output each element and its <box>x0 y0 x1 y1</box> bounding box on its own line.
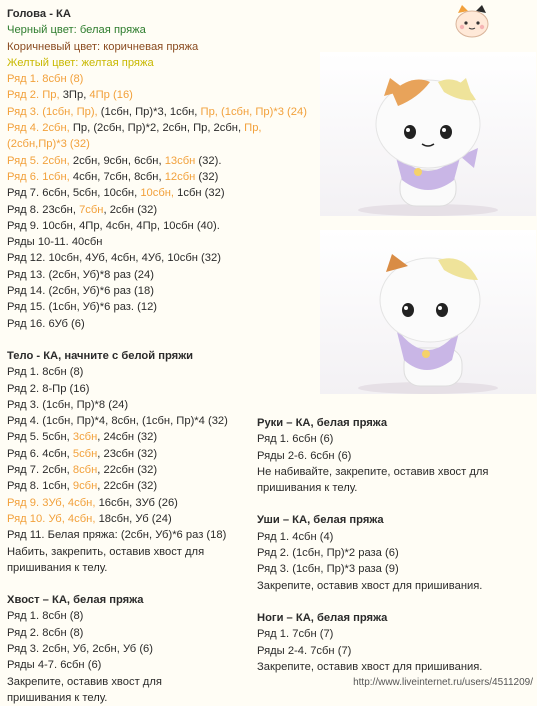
row-segment: Ряд 2. 8-Пр (16) <box>7 382 90 395</box>
pattern-row <box>7 267 337 283</box>
pattern-row: Ряды 4-7. 6сбн (6) <box>7 659 102 672</box>
row-segment: 4сбн, 7сбн, 8сбн, <box>72 170 165 183</box>
row-segment: Ряд 5. 5сбн, <box>7 431 73 444</box>
pattern-row <box>7 153 337 169</box>
row-segment: 18сбн, Уб (24) <box>98 512 172 525</box>
ears-rows <box>257 529 532 594</box>
pattern-row <box>7 381 337 397</box>
row-segment: Пр, <box>244 122 262 135</box>
row-segment: Ряд 8. 1сбн, <box>7 480 73 493</box>
row-segment: Ряд 13. (2сбн, Уб)*8 раз (24) <box>7 268 154 281</box>
head-title: Голова - КА <box>7 8 71 20</box>
pattern-row <box>7 104 337 120</box>
row-segment: Ряд 2. Пр, <box>7 89 63 102</box>
row-segment: 10сбн, <box>140 187 175 200</box>
row-segment: 12сбн <box>164 170 196 183</box>
row-segment: Пр, (1сбн, Пр)*3 (24) <box>200 105 307 118</box>
row-segment: Ряд 12. 10сбн, 4Уб, 4сбн, 4Уб, 10сбн (32) <box>7 252 221 265</box>
pattern-row: Ряды 2-4. 7сбн (7) <box>257 644 352 657</box>
pattern-row: Ряд 1. 8сбн (8) <box>7 610 84 623</box>
cat-face-logo-icon <box>453 3 491 39</box>
row-segment: Ряд 6. 1сбн, <box>7 170 73 183</box>
body-title: Тело - КА, начните с белой пряжи <box>7 349 194 362</box>
row-segment: Ряд 9. 10сбн, 4Пр, 4сбн, 4Пр, 10сбн (40). <box>7 219 220 232</box>
amigurumi-cat-photo-front <box>320 52 536 216</box>
row-segment: Ряд 6. 4сбн, <box>7 447 73 460</box>
amigurumi-cat-photo-side <box>320 230 536 394</box>
pattern-row: Ряд 3. 2сбн, Уб, 2сбн, Уб (6) <box>7 642 153 655</box>
row-segment: 8сбн <box>72 464 98 477</box>
row-segment: (32) <box>195 170 219 183</box>
row-segment: Набить, закрепить, оставив хвост для <box>7 545 205 558</box>
pattern-row <box>7 397 337 413</box>
row-segment: Ряд 16. 6Уб (6) <box>7 317 85 330</box>
pattern-row <box>7 71 337 87</box>
row-segment: 13сбн <box>164 154 196 167</box>
pattern-row <box>7 283 337 299</box>
pattern-row <box>7 234 337 250</box>
row-segment: Пр, (2сбн, Пр)*2, 2сбн, Пр, 2сбн, <box>72 122 245 135</box>
row-segment: , 23сбн (32) <box>97 447 158 460</box>
tail-title: Хвост – КА, белая пряжа <box>7 594 144 607</box>
row-segment: , 2сбн (32) <box>103 203 158 216</box>
cat-toy-illustration-side <box>320 230 536 394</box>
row-segment: 2сбн, 9сбн, 6сбн, <box>72 154 165 167</box>
pattern-row <box>7 364 337 380</box>
row-segment: Ряд 5. 2сбн, <box>7 154 73 167</box>
pattern-row <box>7 185 337 201</box>
pattern-row: Ряд 3. (1сбн, Пр)*3 раза (9) <box>257 563 399 576</box>
row-segment: , 22сбн (32) <box>97 464 158 477</box>
row-segment: Ряд 7. 6сбн, 5сбн, 10сбн, <box>7 187 141 200</box>
pattern-row: пришивания к телу. <box>257 482 358 495</box>
color-line-black: Черный цвет: белая пряжа <box>7 24 146 37</box>
row-segment: пришивания к телу. <box>7 561 108 574</box>
row-segment: (2сбн,Пр)*3 (32) <box>7 138 90 151</box>
row-segment: Ряд 8. 23сбн, <box>7 203 80 216</box>
pattern-row: Ряды 2-6. 6сбн (6) <box>257 449 352 462</box>
row-segment: Ряд 1. 8сбн (8) <box>7 366 84 379</box>
row-segment: Ряды 10-11. 40сбн <box>7 236 103 249</box>
pattern-row <box>7 218 337 234</box>
row-segment: 9сбн <box>72 480 98 493</box>
ears-title: Уши – КА, белая пряжа <box>257 514 384 527</box>
pattern-row <box>7 120 337 136</box>
row-segment: 3Пр, <box>62 89 90 102</box>
row-segment: Ряд 4. 2сбн, <box>7 122 73 135</box>
arms-title: Руки – КА, белая пряжа <box>257 417 388 429</box>
head-rows <box>7 71 337 332</box>
row-segment: 4Пр (16) <box>89 89 133 102</box>
color-line-yellow: Желтый цвет: желтая пряжа <box>7 56 154 69</box>
pattern-row: Закрепите, оставив хвост для <box>7 675 162 688</box>
pattern-row: Ряд 2. 8сбн (8) <box>7 626 84 639</box>
pattern-row: Ряд 1. 7сбн (7) <box>257 628 334 641</box>
row-segment: Ряд 3. (1сбн, Пр)*8 (24) <box>7 398 129 411</box>
legs-title: Ноги – КА, белая пряжа <box>257 611 388 624</box>
row-segment: Ряд 3. (1сбн, Пр), <box>7 105 101 118</box>
pattern-row: Ряд 1. 4сбн (4) <box>257 530 334 543</box>
row-segment: , 24сбн (32) <box>97 431 158 444</box>
row-segment: 5сбн <box>72 447 98 460</box>
pattern-row <box>7 87 337 103</box>
row-segment: (32). <box>195 154 222 167</box>
cat-toy-illustration <box>320 52 536 216</box>
pattern-row <box>7 169 337 185</box>
watermark-url: http://www.liveinternet.ru/users/4511209/ <box>353 677 533 688</box>
row-segment: 16сбн, 3Уб (26) <box>98 496 178 509</box>
row-segment: Ряд 10. Уб, 4сбн, <box>7 512 99 525</box>
color-line-brown: Коричневый цвет: коричневая пряжа <box>7 40 199 53</box>
row-segment: , 22сбн (32) <box>97 480 158 493</box>
pattern-row: Не набивайте, закрепите, оставив хвост для <box>257 465 489 478</box>
row-segment: 7сбн <box>79 203 104 216</box>
right-column <box>257 415 532 675</box>
row-segment: 1сбн (32) <box>174 187 225 200</box>
row-segment: 3сбн <box>72 431 98 444</box>
pattern-row <box>7 202 337 218</box>
pattern-row <box>7 316 337 332</box>
pattern-row <box>7 250 337 266</box>
pattern-row: Закрепите, оставив хвост для пришивания. <box>257 579 483 592</box>
pattern-row <box>7 136 337 152</box>
pattern-row <box>7 299 337 315</box>
row-segment: Ряд 14. (2сбн, Уб)*6 раз (18) <box>7 285 154 298</box>
row-segment: Ряд 11. Белая пряжа: (2сбн, Уб)*6 раз (18) <box>7 529 227 542</box>
row-segment: Ряд 7. 2сбн, <box>7 464 73 477</box>
row-segment: (1сбн, Пр)*3, 1сбн, <box>100 105 201 118</box>
pattern-row: Закрепите, оставив хвост для пришивания. <box>257 660 483 673</box>
row-segment: Ряд 15. (1сбн, Уб)*6 раз. (12) <box>7 301 158 314</box>
pattern-row: пришивания к телу. <box>7 691 108 704</box>
pattern-row: Ряд 1. 6сбн (6) <box>257 433 334 446</box>
row-segment: Ряд 9. 3Уб, 4сбн, <box>7 496 99 509</box>
legs-rows <box>257 626 532 675</box>
pattern-row: Ряд 2. (1сбн, Пр)*2 раза (6) <box>257 547 399 560</box>
arms-rows <box>257 431 532 496</box>
row-segment: Ряд 1. 8сбн (8) <box>7 73 84 86</box>
row-segment: Ряд 4. (1сбн, Пр)*4, 8сбн, (1сбн, Пр)*4 (32) <box>7 415 228 428</box>
